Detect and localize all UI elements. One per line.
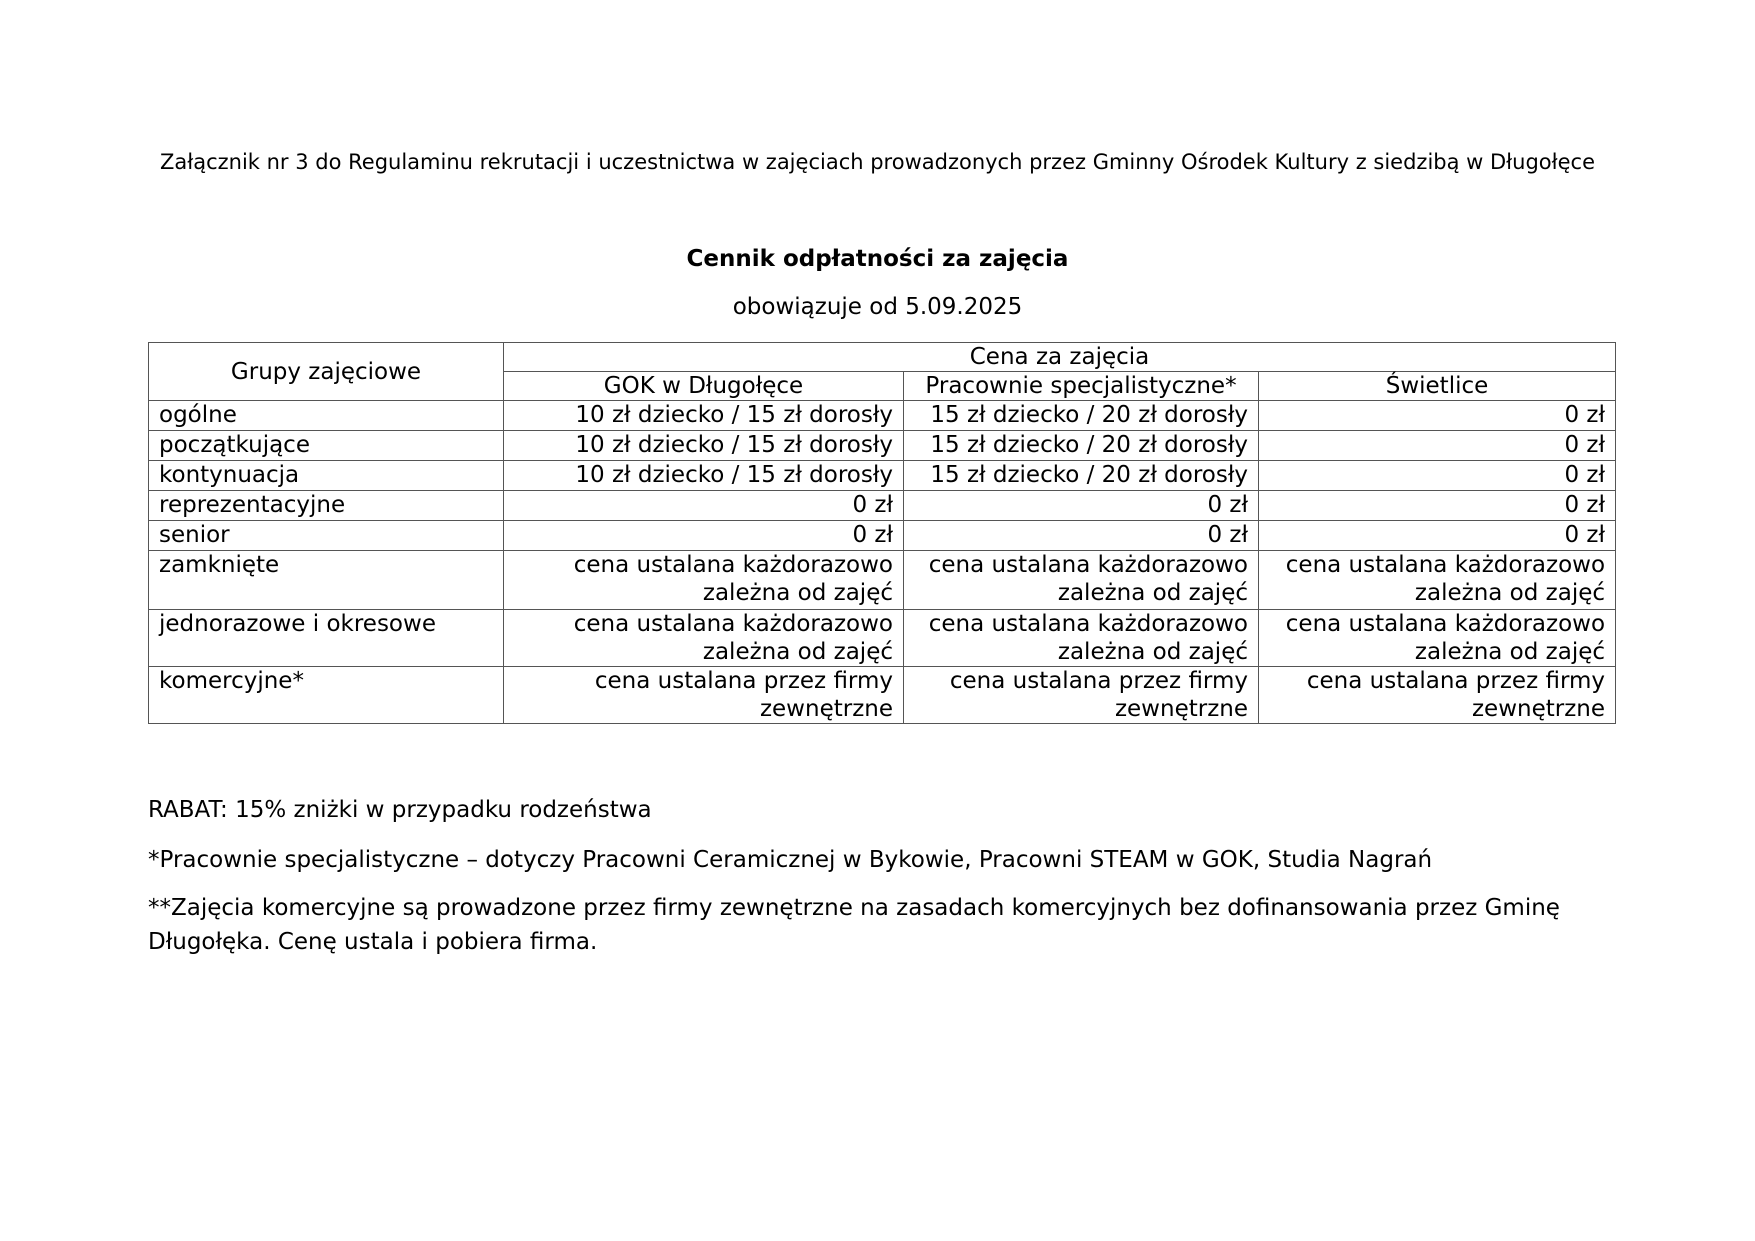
- table-row: [149, 461, 1616, 491]
- row-name: ogólne: [149, 401, 504, 431]
- table-row: [149, 431, 1616, 461]
- table-row: [149, 610, 1616, 667]
- cell-line: cena ustalana każdorazowo: [1285, 611, 1606, 637]
- cell-swietlice: 0 zł: [1259, 431, 1616, 461]
- cell-pracownie: [904, 667, 1259, 724]
- cell-gok: 10 zł dziecko / 15 zł dorosły: [504, 431, 904, 461]
- page-title: Cennik odpłatności za zajęcia: [686, 246, 1069, 272]
- table-row: [149, 667, 1616, 724]
- row-name: zamknięte: [149, 551, 504, 610]
- cell-pracownie: 0 zł: [904, 491, 1259, 521]
- cell-line: zależna od zajęć: [702, 639, 893, 665]
- cell-pracownie: 15 zł dziecko / 20 zł dorosły: [904, 431, 1259, 461]
- cell-line: cena ustalana każdorazowo: [1285, 552, 1606, 578]
- cell-swietlice: [1259, 551, 1616, 610]
- cell-gok: [504, 667, 904, 724]
- row-name: początkujące: [149, 431, 504, 461]
- row-name: komercyjne*: [149, 667, 504, 724]
- table-header-row: [149, 343, 1616, 372]
- page-subtitle: obowiązuje od 5.09.2025: [732, 294, 1023, 320]
- header-swietlice: Świetlice: [1259, 372, 1616, 401]
- cell-line: zależna od zajęć: [1414, 580, 1606, 606]
- header-price: Cena za zajęcia: [504, 343, 1616, 372]
- price-table: [148, 342, 1616, 724]
- cell-pracownie: 15 zł dziecko / 20 zł dorosły: [904, 401, 1259, 431]
- note-komercyjne: [148, 891, 1618, 959]
- row-name: jednorazowe i okresowe: [149, 610, 504, 667]
- cell-line: cena ustalana każdorazowo: [573, 611, 893, 637]
- cell-pracownie: [904, 551, 1259, 610]
- note-pracownie: *Pracownie specjalistyczne – dotyczy Pracowni Ceramicznej w Bykowie, Pracowni STEAM w GOK, Studia Nagrań: [148, 847, 1433, 873]
- cell-line: zależna od zajęć: [1057, 639, 1248, 665]
- cell-line: cena ustalana każdorazowo: [928, 552, 1248, 578]
- header-pracownie: Pracownie specjalistyczne*: [904, 372, 1259, 401]
- table-row: [149, 401, 1616, 431]
- cell-line: zależna od zajęć: [702, 580, 893, 606]
- table-row: [149, 491, 1616, 521]
- header-group: Grupy zajęciowe: [149, 343, 504, 401]
- cell-gok: [504, 551, 904, 610]
- cell-line: cena ustalana każdorazowo: [573, 552, 893, 578]
- cell-line: cena ustalana każdorazowo: [928, 611, 1248, 637]
- cell-gok: 0 zł: [504, 521, 904, 551]
- cell-line: zależna od zajęć: [1414, 639, 1606, 665]
- note-rabat: RABAT: 15% zniżki w przypadku rodzeństwa: [148, 797, 652, 823]
- cell-pracownie: 15 zł dziecko / 20 zł dorosły: [904, 461, 1259, 491]
- cell-line: zależna od zajęć: [1057, 580, 1248, 606]
- cell-swietlice: 0 zł: [1259, 521, 1616, 551]
- cell-line: cena ustalana przez firmy: [594, 668, 893, 694]
- cell-line: zewnętrzne: [759, 696, 893, 722]
- cell-line: zewnętrzne: [1471, 696, 1606, 722]
- row-name: senior: [149, 521, 504, 551]
- cell-gok: [504, 610, 904, 667]
- note-komercyjne-line: **Zajęcia komercyjne są prowadzone przez firmy zewnętrzne na zasadach komercyjnych bez dofinansowania przez Gminę: [148, 895, 1560, 921]
- row-name: reprezentacyjne: [149, 491, 504, 521]
- cell-gok: 10 zł dziecko / 15 zł dorosły: [504, 401, 904, 431]
- note-komercyjne-line: Długołęka. Cenę ustala i pobiera firma.: [148, 929, 598, 955]
- cell-swietlice: 0 zł: [1259, 491, 1616, 521]
- cell-pracownie: [904, 610, 1259, 667]
- cell-gok: 10 zł dziecko / 15 zł dorosły: [504, 461, 904, 491]
- cell-swietlice: 0 zł: [1259, 461, 1616, 491]
- row-name: kontynuacja: [149, 461, 504, 491]
- table-row: [149, 551, 1616, 610]
- cell-gok: 0 zł: [504, 491, 904, 521]
- header-gok: GOK w Długołęce: [504, 372, 904, 401]
- cell-pracownie: 0 zł: [904, 521, 1259, 551]
- cell-swietlice: [1259, 610, 1616, 667]
- cell-swietlice: [1259, 667, 1616, 724]
- cell-swietlice: 0 zł: [1259, 401, 1616, 431]
- table-row: [149, 521, 1616, 551]
- cell-line: zewnętrzne: [1114, 696, 1248, 722]
- attachment-line: Załącznik nr 3 do Regulaminu rekrutacji i uczestnictwa w zajęciach prowadzonych przez Gminny Ośrodek Kultury z siedzibą w Długołęce: [159, 150, 1595, 174]
- cell-line: cena ustalana przez firmy: [949, 668, 1248, 694]
- cell-line: cena ustalana przez firmy: [1306, 668, 1606, 694]
